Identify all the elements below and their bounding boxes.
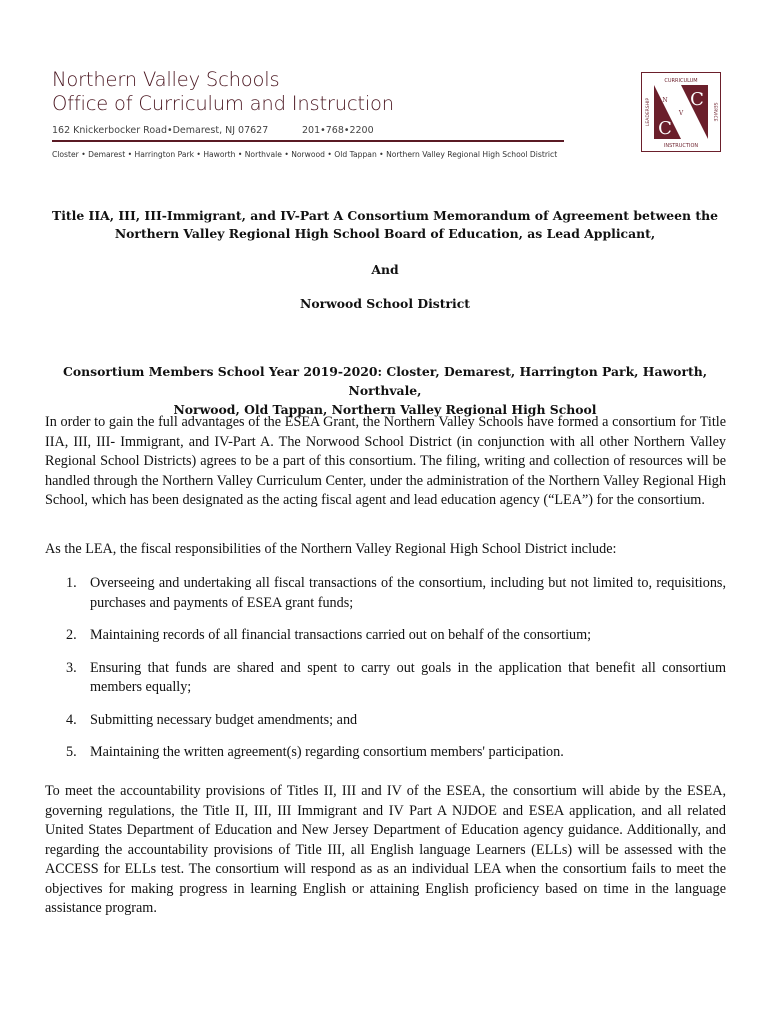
logo-graphic	[641, 72, 721, 152]
responsibilities-intro: As the LEA, the fiscal responsibilities of the Northern Valley Regional High School District include:	[45, 541, 617, 557]
logo-top-text: CURRICULUM	[664, 78, 698, 84]
phone: 201•768•2200	[302, 125, 374, 136]
responsibilities-list	[66, 574, 726, 776]
list-item	[66, 711, 726, 731]
members-line-1: Consortium Members School Year 2019-2020: Closter, Demarest, Harrington Park, Haworth, Northvale,	[62, 364, 708, 398]
intro-paragraph: In order to gain the full advantages of the ESEA Grant, the Northern Valley Schools have formed a consortium for Title IIA, III, III- Immigrant, and IV-Part A. The Norwood School District (in conjunction with all other Northern Valley Regional School Districts) agrees to be a part of this consortium. The filing, writing and collection of resources will be handled through the Northern Valley Curriculum Center, under the administration of the Northern Valley Regional High School, which has been designated as the acting fiscal agent and lead education agency (“LEA”) for the consortium.	[45, 414, 726, 508]
title-line-2: Northern Valley Regional High School Board of Education, as Lead Applicant,	[114, 226, 656, 241]
contact-row	[52, 125, 374, 136]
title-and: And	[371, 262, 399, 277]
list-text: Ensuring that funds are shared and spent to carry out goals in the application that benefit all consortium members equally;	[90, 659, 726, 695]
logo-bottom-text: INSTRUCTION	[663, 143, 699, 149]
logo-letter-n: N	[662, 97, 668, 104]
list-item	[66, 659, 726, 698]
address: 162 Knickerbocker Road•Demarest, NJ 07627	[52, 125, 269, 136]
logo-left-text: LEADERSHIP	[646, 97, 651, 127]
accountability-paragraph: To meet the accountability provisions of Titles II, III and IV of the ESEA, the consortium will abide by the ESEA, governing regulations, the Title II, III, III Immigrant and IV Part A NJDOE and ESEA application, and all related United States Department of Education and New Jersey Department of Education agency guidance. Additionally, and regarding the accountability provisions of Title III, all English language Learners (ELLs) will be assessed with the ACCESS for ELLs test. The consortium will respond as as an individual LEA when the consortium fails to meet the objectives for making progress in learning English or attaining English proficiency based on time in the language assistance program.	[45, 783, 726, 916]
logo-letter-v: V	[678, 110, 684, 117]
list-number: 4.	[66, 711, 77, 728]
logo-letter-s: S	[692, 123, 698, 130]
list-item	[66, 626, 726, 646]
org-name: Northern Valley Schools	[52, 68, 280, 91]
logo-letter-c-bottom: C	[658, 118, 672, 139]
title-line-1: Title IIA, III, III-Immigrant, and IV-Part A Consortium Memorandum of Agreement between the	[52, 208, 718, 223]
list-text: Overseeing and undertaking all fiscal transactions of the consortium, including but not limited to, requisitions, purchases and payments of ESEA grant funds;	[90, 575, 726, 611]
list-number: 1.	[66, 575, 77, 591]
list-text: Maintaining the written agreement(s) regarding consortium members' participation.	[90, 744, 564, 760]
curriculum-logo	[641, 72, 721, 152]
logo-letter-c-top: C	[690, 89, 704, 110]
members-line-2: Norwood, Old Tappan, Northern Valley Regional High School	[173, 402, 597, 417]
title-district: Norwood School District	[300, 296, 470, 311]
agreement-title	[40, 207, 730, 313]
letterhead	[52, 68, 612, 116]
office-name: Office of Curriculum and Instruction	[52, 92, 394, 115]
letterhead-divider	[52, 140, 564, 142]
list-item	[66, 743, 726, 763]
consortium-members-heading	[40, 362, 730, 419]
list-text: Submitting necessary budget amendments; and	[90, 711, 358, 728]
list-number: 2.	[66, 627, 77, 643]
list-number: 3.	[66, 659, 77, 676]
list-item	[66, 574, 726, 613]
list-number: 5.	[66, 744, 77, 760]
list-text: Maintaining records of all financial transactions carried out on behalf of the consortium;	[90, 627, 592, 643]
logo-right-text: SERVICE	[712, 102, 717, 122]
member-towns: Closter • Demarest • Harrington Park • Haworth • Northvale • Norwood • Old Tappan • Northern Valley Regional High School District	[52, 150, 558, 159]
